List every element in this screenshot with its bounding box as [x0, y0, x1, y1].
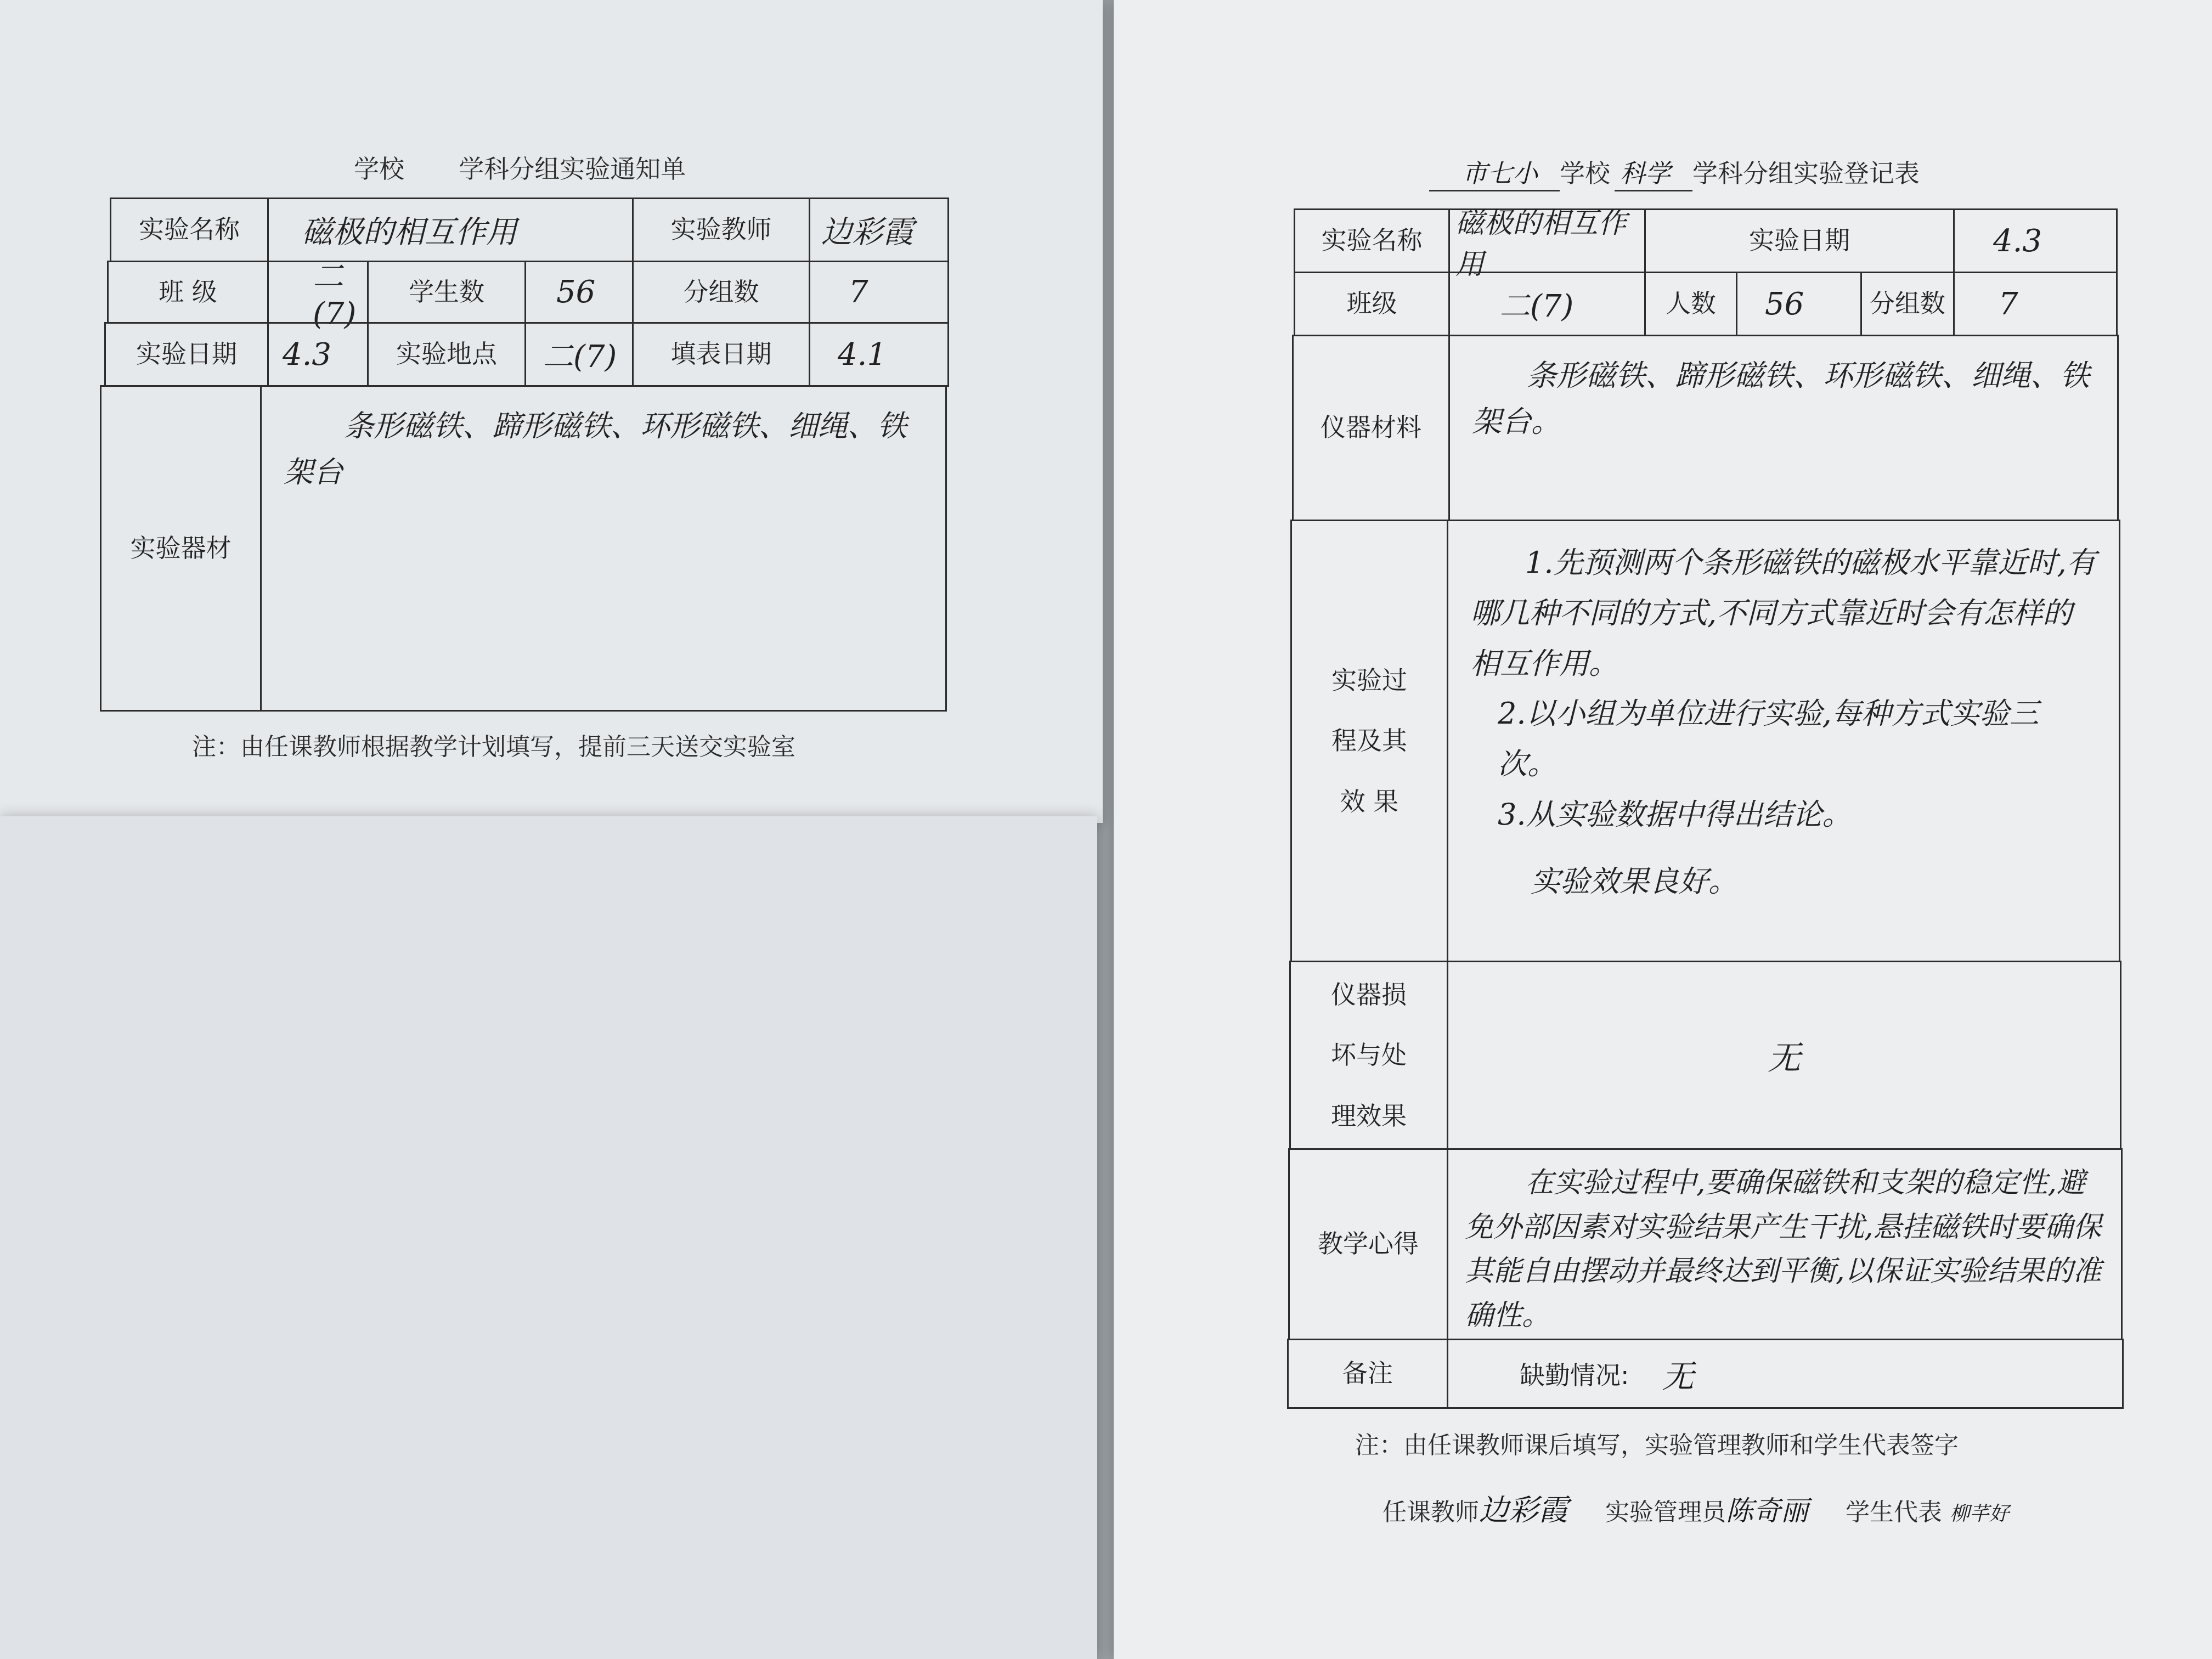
absence-value: 无 [1662, 1358, 1694, 1395]
register-process-value [1447, 520, 2120, 962]
register-remarks-label: 备注 [1287, 1339, 1448, 1409]
teacher-sign-label: 任课教师 [1383, 1498, 1479, 1526]
register-reflection-label: 教学心得 [1288, 1148, 1448, 1340]
notice-filldate-value: 4.1 [809, 322, 949, 387]
register-date-value: 4.3 [1953, 208, 2118, 273]
notice-students-label: 学生数 [367, 261, 526, 324]
student-sign-label: 学生代表 [1846, 1498, 1942, 1526]
register-damage-value: 无 [1447, 961, 2121, 1150]
notice-name-value: 磁极的相互作用 [267, 198, 634, 262]
register-sheet [1114, 0, 2212, 1659]
register-class-value: 二(7) [1448, 272, 1646, 336]
register-groups-value: 7 [1953, 272, 2118, 336]
notice-teacher-value: 边彩霞 [809, 198, 949, 262]
register-title-school: 学校 [1560, 159, 1610, 188]
register-title [1429, 154, 1920, 191]
notice-place-value: 二(7) [524, 322, 634, 387]
notice-groups-label: 分组数 [632, 261, 810, 324]
admin-signature: 陈奇丽 [1726, 1495, 1808, 1527]
register-subject-value: 科学 [1615, 154, 1692, 191]
register-footnote: 注：由任课教师课后填写，实验管理教师和学生代表签字 [1355, 1431, 1959, 1459]
notice-title [354, 149, 686, 185]
blank-sheet [0, 816, 1097, 1659]
student-signature: 柳芊好 [1950, 1503, 2010, 1525]
register-reflection-value: 在实验过程中,要确保磁铁和支架的稳定性,避免外部因素对实验结果产生干扰,悬挂磁铁时要确保其能自由摆动并最终达到平衡,以保证实验结果的准确性。 [1447, 1148, 2123, 1340]
notice-title-school: 学校 [354, 154, 404, 184]
register-title-main: 学科分组实验登记表 [1692, 159, 1920, 188]
process-step-3: 3.从实验数据中得出结论。 [1498, 797, 1852, 832]
teacher-signature: 边彩霞 [1479, 1493, 1568, 1527]
process-effect: 实验效果良好。 [1531, 864, 1738, 899]
notice-equipment-label: 实验器材 [100, 385, 262, 712]
register-name-value: 磁极的相互作用 [1448, 208, 1646, 273]
notice-sheet [0, 0, 1103, 823]
notice-name-label: 实验名称 [110, 198, 269, 262]
register-process-label-text: 实验过程及其效 果 [1331, 665, 1407, 816]
register-school-value: 市七小 [1429, 154, 1560, 191]
signature-line [1383, 1487, 2009, 1529]
absence-label: 缺勤情况: [1520, 1361, 1629, 1390]
register-equipment-label: 仪器材料 [1292, 335, 1450, 521]
process-step-2: 2.以小组为单位进行实验,每种方式实验三次。 [1498, 696, 2039, 782]
register-process-label [1290, 520, 1448, 962]
register-name-label: 实验名称 [1294, 208, 1450, 273]
notice-groups-value: 7 [809, 261, 949, 324]
register-remarks-value [1447, 1339, 2124, 1409]
notice-date-value: 4.3 [267, 322, 369, 387]
notice-students-value: 56 [524, 261, 634, 324]
register-date-label: 实验日期 [1644, 208, 1955, 273]
process-step-1: 1.先预测两个条形磁铁的磁极水平靠近时,有哪几种不同的方式,不同方式靠近时会有怎样的相互作用。 [1470, 545, 2096, 681]
admin-sign-label: 实验管理员 [1605, 1498, 1726, 1526]
register-groups-label: 分组数 [1860, 272, 1955, 336]
notice-class-label: 班 级 [107, 261, 269, 324]
notice-date-label: 实验日期 [104, 322, 269, 387]
notice-title-main: 学科分组实验通知单 [459, 154, 686, 184]
notice-teacher-label: 实验教师 [632, 198, 810, 262]
register-people-label: 人数 [1644, 272, 1737, 336]
register-class-label: 班级 [1294, 272, 1450, 336]
notice-class-value: 二(7) [267, 261, 369, 324]
notice-footnote: 注：由任课教师根据教学计划填写，提前三天送交实验室 [192, 733, 795, 761]
notice-place-label: 实验地点 [367, 322, 526, 387]
register-damage-label: 仪器损坏与处理效果 [1289, 961, 1448, 1150]
register-people-value: 56 [1736, 272, 1862, 336]
notice-equipment-value: 条形磁铁、蹄形磁铁、环形磁铁、细绳、铁架台 [260, 385, 947, 712]
register-equipment-value: 条形磁铁、蹄形磁铁、环形磁铁、细绳、铁架台。 [1448, 335, 2119, 521]
notice-filldate-label: 填表日期 [632, 322, 810, 387]
